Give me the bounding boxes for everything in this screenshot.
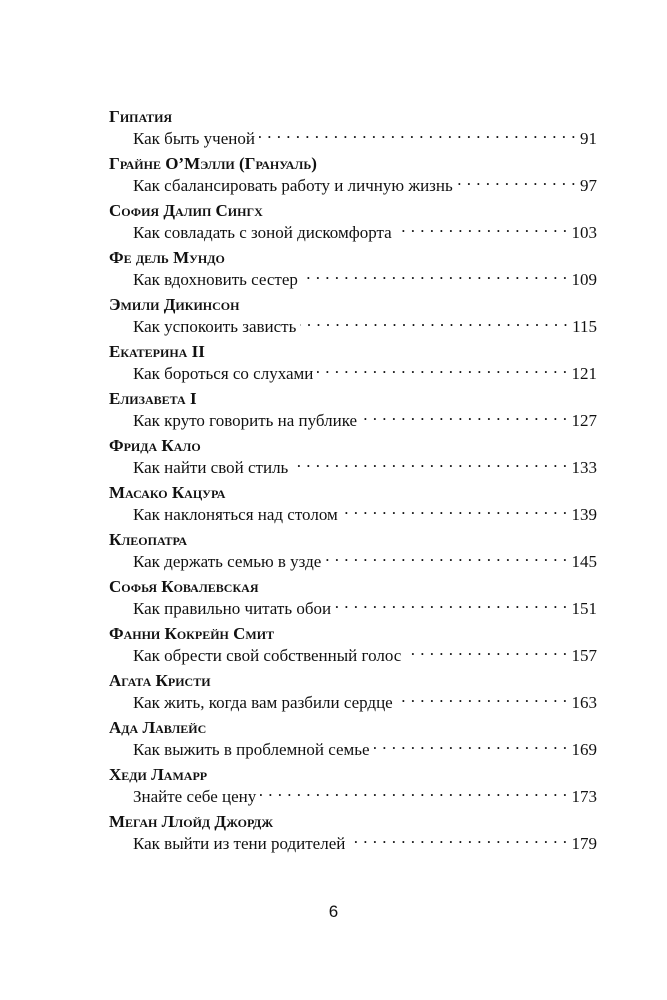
toc-chapter-title: Как выйти из тени родителей — [133, 834, 346, 853]
toc-chapter-title: Как быть ученой — [133, 129, 255, 148]
toc-entry — [109, 341, 597, 388]
toc-page-number: 173 — [571, 787, 597, 806]
dot-leader — [325, 550, 567, 567]
toc-entry — [109, 435, 597, 482]
toc-page-number: 151 — [571, 599, 597, 618]
toc-page-number: 133 — [571, 458, 597, 477]
toc-entry — [109, 294, 597, 341]
toc-entry — [109, 482, 597, 529]
toc-person-name: Ада Лавлейс — [109, 718, 207, 737]
toc-person-name: Фрида Кало — [109, 436, 201, 455]
toc-chapter-title: Как жить, когда вам разбили сердце — [133, 693, 393, 712]
toc-person-name: Софья Ковалевская — [109, 577, 259, 596]
toc-page-number: 103 — [571, 223, 597, 242]
toc-chapter-line — [109, 362, 597, 385]
toc-chapter-line — [109, 738, 597, 761]
toc-chapter-line — [109, 691, 597, 714]
toc-chapter-title: Как совладать с зоной дискомфорта — [133, 223, 392, 242]
toc-chapter-line — [109, 785, 597, 808]
dot-leader — [349, 832, 567, 849]
toc-chapter-title: Как найти свой стиль — [133, 458, 289, 477]
toc-page-number: 139 — [571, 505, 597, 524]
toc-chapter-line — [109, 503, 597, 526]
toc-chapter-line — [109, 268, 597, 291]
dot-leader — [300, 315, 568, 332]
toc-chapter-title: Как вдохновить сестер — [133, 270, 298, 289]
toc-chapter-title: Как сбалансировать работу и личную жизнь — [133, 176, 453, 195]
toc-chapter-line — [109, 174, 597, 197]
toc-chapter-title: Как выжить в проблемной семье — [133, 740, 370, 759]
dot-leader — [292, 456, 567, 473]
toc-entry — [109, 200, 597, 247]
toc-person-name: Екатерина II — [109, 342, 205, 361]
toc-chapter-title: Как правильно читать обои — [133, 599, 332, 618]
toc-page-number: 115 — [572, 317, 597, 336]
toc-person-name: Грайне О’Мэлли (Грануаль) — [109, 154, 317, 173]
toc-entry — [109, 717, 597, 764]
dot-leader — [342, 503, 568, 520]
dot-leader — [335, 597, 567, 614]
toc-person-name: Агата Кристи — [109, 671, 211, 690]
toc-chapter-line — [109, 409, 597, 432]
toc-person-name: Гипатия — [109, 107, 173, 126]
toc-chapter-line — [109, 644, 597, 667]
toc-entry — [109, 388, 597, 435]
toc-person-name: Масако Кацура — [109, 483, 226, 502]
toc-person-name: Фе дель Мундо — [109, 248, 225, 267]
toc-chapter-line — [109, 550, 597, 573]
toc-chapter-title: Как бороться со слухами — [133, 364, 314, 383]
dot-leader — [396, 221, 568, 238]
toc-entry — [109, 247, 597, 294]
toc-chapter-title: Знайте себе цену — [133, 787, 257, 806]
dot-leader — [260, 785, 567, 802]
toc-page-number: 121 — [571, 364, 597, 383]
toc-entry — [109, 106, 597, 153]
dot-leader — [457, 174, 576, 191]
toc-chapter-title: Как держать семью в узде — [133, 552, 322, 571]
toc-person-name: Клеопатра — [109, 530, 188, 549]
dot-leader — [374, 738, 568, 755]
page-number: 6 — [328, 902, 339, 921]
dot-leader — [405, 644, 567, 661]
toc-page-number: 109 — [571, 270, 597, 289]
toc-page-number: 145 — [571, 552, 597, 571]
toc-person-name: Меган Ллойд Джордж — [109, 812, 274, 831]
table-of-contents — [109, 106, 597, 858]
toc-page-number: 169 — [571, 740, 597, 759]
toc-entry — [109, 764, 597, 811]
toc-person-name: София Далип Сингх — [109, 201, 263, 220]
toc-chapter-line — [109, 127, 597, 150]
dot-leader — [317, 362, 567, 379]
toc-page-number: 179 — [571, 834, 597, 853]
dot-leader — [361, 409, 567, 426]
dot-leader — [259, 127, 576, 144]
toc-chapter-line — [109, 315, 597, 338]
toc-chapter-title: Как круто говорить на публике — [133, 411, 358, 430]
dot-leader — [397, 691, 568, 708]
dot-leader — [302, 268, 568, 285]
toc-person-name: Эмили Дикинсон — [109, 295, 240, 314]
toc-entry — [109, 529, 597, 576]
toc-page-number: 127 — [571, 411, 597, 430]
toc-chapter-line — [109, 832, 597, 855]
toc-page-number: 163 — [571, 693, 597, 712]
toc-page-number: 157 — [571, 646, 597, 665]
toc-person-name: Фанни Кокрейн Смит — [109, 624, 275, 643]
toc-person-name: Хеди Ламарр — [109, 765, 208, 784]
toc-entry — [109, 576, 597, 623]
toc-chapter-line — [109, 456, 597, 479]
toc-chapter-line — [109, 597, 597, 620]
toc-person-name: Елизавета I — [109, 389, 197, 408]
toc-chapter-title: Как успокоить зависть — [133, 317, 297, 336]
toc-page-number: 91 — [580, 129, 597, 148]
toc-chapter-line — [109, 221, 597, 244]
toc-chapter-title: Как наклоняться над столом — [133, 505, 338, 524]
toc-chapter-title: Как обрести свой собственный голос — [133, 646, 402, 665]
toc-entry — [109, 153, 597, 200]
toc-entry — [109, 670, 597, 717]
toc-page-number: 97 — [580, 176, 597, 195]
toc-entry — [109, 811, 597, 858]
toc-entry — [109, 623, 597, 670]
